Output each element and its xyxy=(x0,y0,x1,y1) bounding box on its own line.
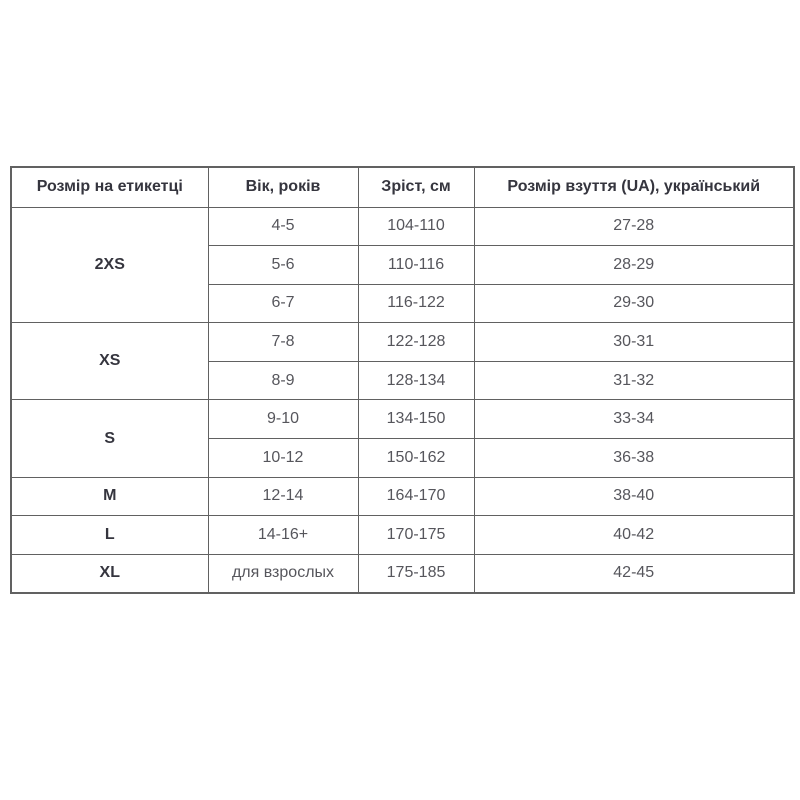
table-row xyxy=(11,207,794,246)
height-cell: 116-122 xyxy=(358,284,474,323)
header-row xyxy=(11,167,794,207)
size-chart-table xyxy=(10,166,795,594)
height-cell: 175-185 xyxy=(358,554,474,593)
height-cell: 170-175 xyxy=(358,516,474,555)
size-label-cell: M xyxy=(11,477,208,516)
age-cell: 9-10 xyxy=(208,400,358,439)
table-row xyxy=(11,516,794,555)
table-row xyxy=(11,400,794,439)
shoe-size-cell: 28-29 xyxy=(474,246,794,285)
age-cell: 7-8 xyxy=(208,323,358,362)
table-row xyxy=(11,554,794,593)
shoe-size-cell: 36-38 xyxy=(474,439,794,478)
height-cell: 128-134 xyxy=(358,361,474,400)
header-shoe-size: Розмір взуття (UA), український xyxy=(474,167,794,207)
size-label-cell: L xyxy=(11,516,208,555)
age-cell: 14-16+ xyxy=(208,516,358,555)
table-row xyxy=(11,323,794,362)
header-height: Зріст, см xyxy=(358,167,474,207)
size-label-cell: 2XS xyxy=(11,207,208,323)
age-cell: 10-12 xyxy=(208,439,358,478)
size-label-cell: S xyxy=(11,400,208,477)
age-cell: 5-6 xyxy=(208,246,358,285)
height-cell: 164-170 xyxy=(358,477,474,516)
shoe-size-cell: 42-45 xyxy=(474,554,794,593)
age-cell: для взрослых xyxy=(208,554,358,593)
shoe-size-cell: 40-42 xyxy=(474,516,794,555)
shoe-size-cell: 30-31 xyxy=(474,323,794,362)
header-size-label: Розмір на етикетці xyxy=(11,167,208,207)
shoe-size-cell: 38-40 xyxy=(474,477,794,516)
shoe-size-cell: 27-28 xyxy=(474,207,794,246)
shoe-size-cell: 29-30 xyxy=(474,284,794,323)
size-label-cell: XS xyxy=(11,323,208,400)
table-row xyxy=(11,477,794,516)
header-age: Вік, років xyxy=(208,167,358,207)
table-header xyxy=(11,167,794,207)
age-cell: 4-5 xyxy=(208,207,358,246)
size-chart-table-wrap xyxy=(10,166,793,594)
age-cell: 12-14 xyxy=(208,477,358,516)
height-cell: 122-128 xyxy=(358,323,474,362)
size-label-cell: XL xyxy=(11,554,208,593)
height-cell: 104-110 xyxy=(358,207,474,246)
shoe-size-cell: 31-32 xyxy=(474,361,794,400)
age-cell: 8-9 xyxy=(208,361,358,400)
height-cell: 110-116 xyxy=(358,246,474,285)
height-cell: 134-150 xyxy=(358,400,474,439)
size-table-body xyxy=(11,207,794,593)
height-cell: 150-162 xyxy=(358,439,474,478)
shoe-size-cell: 33-34 xyxy=(474,400,794,439)
age-cell: 6-7 xyxy=(208,284,358,323)
